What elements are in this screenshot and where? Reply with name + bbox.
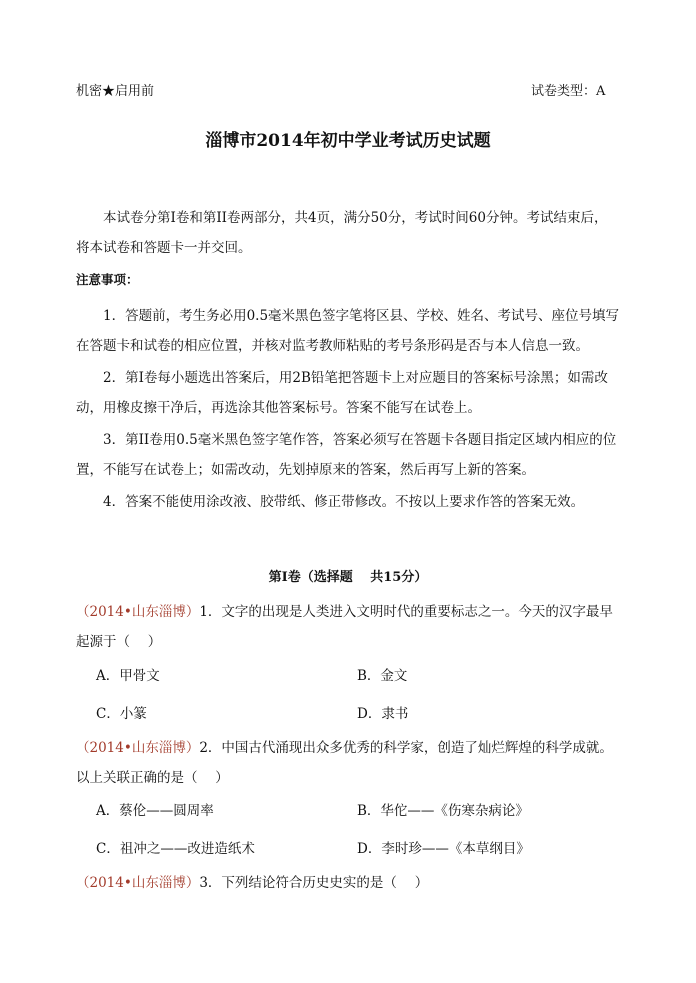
question-text: 2．中国古代涌现出众多优秀的科学家，创造了灿烂辉煌的科学成就。以上关联正确的是（ ）: [76, 740, 613, 786]
page-title: 淄博市2014年初中学业考试历史试题: [205, 131, 491, 151]
question-source: （2014•山东淄博）: [76, 604, 200, 620]
question-3: [76, 868, 620, 898]
question-2: [76, 733, 620, 793]
section-title: 第I卷（选择题 共15分）: [268, 570, 428, 585]
question-source: （2014•山东淄博）: [76, 740, 200, 756]
option-b: B．金文: [357, 668, 408, 684]
note-1: 1．答题前，考生务必用0.5毫米黑色签字笔将区县、学校、姓名、考试号、座位号填写在答题卡和试卷的相应位置，并核对监考教师粘贴的考号条形码是否与本人信息一致。: [76, 308, 620, 354]
option-b: B．华佗——《伤寒杂病论》: [357, 803, 529, 819]
notes-heading: 注意事项：: [76, 272, 139, 287]
question-text: 1．文字的出现是人类进入文明时代的重要标志之一。今天的汉字最早起源于（ ）: [76, 604, 613, 650]
question-1: [76, 597, 620, 657]
option-a: A．甲骨文: [96, 668, 160, 684]
question-text: 3．下列结论符合历史史实的是（ ）: [199, 875, 429, 891]
note-3: 3．第II卷用0.5毫米黑色签字笔作答，答案必须写在答题卡各题目指定区域内相应的位置，不能写在试卷上；如需改动，先划掉原来的答案，然后再写上新的答案。: [76, 432, 617, 478]
note-4: 4．答案不能使用涂改液、胶带纸、修正带修改。不按以上要求作答的答案无效。: [103, 494, 585, 510]
note-2: 2．第I卷每小题选出答案后，用2B铅笔把答题卡上对应题目的答案标号涂黑；如需改动，用橡皮擦干净后，再选涂其他答案标号。答案不能写在试卷上。: [76, 370, 608, 416]
option-c: C．小篆: [96, 706, 147, 722]
option-c: C．祖冲之——改进造纸术: [96, 841, 255, 857]
question-source: （2014•山东淄博）: [76, 875, 200, 891]
header-right: 试卷类型：A: [531, 84, 606, 99]
option-d: D．李时珍——《本草纲目》: [357, 841, 530, 857]
option-d: D．隶书: [357, 706, 409, 722]
intro-paragraph: 本试卷分第I卷和第II卷两部分，共4页，满分50分，考试时间60分钟。考试结束后，将本试卷和答题卡一并交回。: [76, 210, 608, 256]
header-left: 机密★启用前: [76, 84, 155, 99]
option-a: A．蔡伦——圆周率: [96, 803, 214, 819]
